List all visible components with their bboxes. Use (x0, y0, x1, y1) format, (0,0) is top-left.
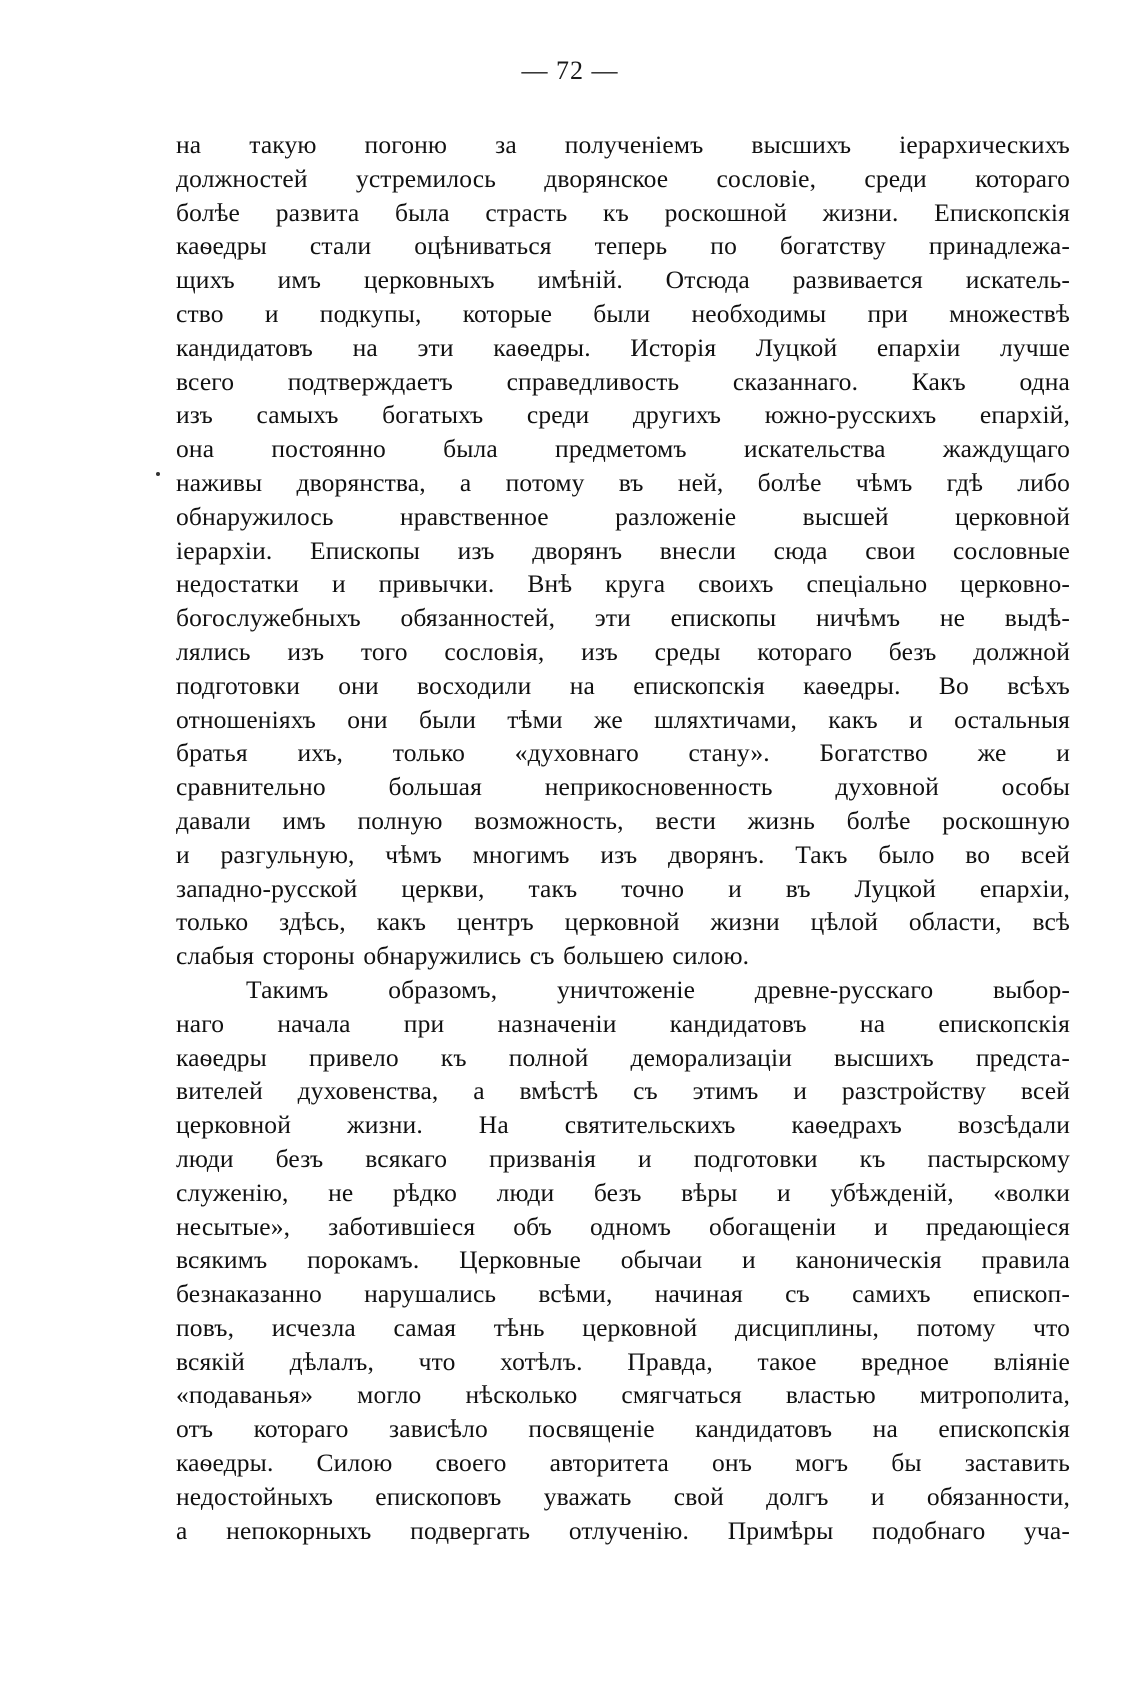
text-line: Такимъ образомъ, уничтоженіе древне-русскаго выбор- (246, 974, 1070, 1004)
text-line: безнаказанно нарушались всѣми, начиная съ самихъ епископ- (176, 1279, 1070, 1309)
text-line: недостатки и привычки. Внѣ круга своихъ спеціально церковно- (176, 569, 1070, 599)
text-line: и разгульную, чѣмъ многимъ изъ дворянъ. Такъ было во всей (176, 839, 1070, 869)
text-line: каѳедры стали оцѣниваться теперь по богатству принадлежа- (176, 231, 1070, 261)
margin-mark (156, 472, 160, 476)
text-line: обнаружилось нравственное разложеніе высшей церковной (176, 501, 1070, 531)
text-line: ство и подкупы, которые были необходимы при множествѣ (176, 298, 1070, 328)
text-line: несытые», заботившіеся объ одномъ обогащеніи и предающіеся (176, 1211, 1070, 1241)
text-line: западно-русской церкви, такъ точно и въ Луцкой епархіи, (176, 873, 1070, 903)
text-line: всякій дѣлалъ, что хотѣлъ. Правда, такое вредное вліяніе (176, 1346, 1070, 1376)
text-line: «подаванья» могло нѣсколько смягчаться властью митрополита, (176, 1380, 1070, 1410)
text-line: отношеніяхъ они были тѣми же шляхтичами, какъ и остальныя (176, 704, 1070, 734)
text-line: богослужебныхъ обязанностей, эти епископы ничѣмъ не выдѣ- (176, 603, 1070, 633)
text-line: на такую погоню за полученіемъ высшихъ іерархическихъ (176, 130, 1070, 159)
text-line: щихъ имъ церковныхъ имѣній. Отсюда развивается искатель- (176, 265, 1070, 295)
text-line: давали имъ полную возможность, вести жизнь болѣе роскошную (176, 805, 1070, 835)
text-line: всего подтверждаетъ справедливость сказаннаго. Какъ одна (176, 366, 1070, 396)
page-number: — 72 — (521, 56, 619, 85)
text-line: только здѣсь, какъ центръ церковной жизни цѣлой области, всѣ (176, 907, 1070, 937)
paragraph-1 (176, 128, 1070, 973)
text-line: лялись изъ того сословія, изъ среды котораго безъ должной (176, 636, 1070, 666)
text-line: церковной жизни. На святительскихъ каѳедрахъ возсѣдали (176, 1110, 1070, 1140)
text-line: служенію, не рѣдко люди безъ вѣры и убѣжденій, «волки (176, 1177, 1070, 1207)
text-line: іерархіи. Епископы изъ дворянъ внесли сюда свои сословные (176, 535, 1070, 565)
text-line: кандидатовъ на эти каѳедры. Исторія Луцкой епархіи лучше (176, 332, 1070, 362)
text-line: должностей устремилось дворянское сословіе, среди котораго (176, 163, 1070, 193)
paragraph-2 (176, 973, 1070, 1548)
text-line: подготовки они восходили на епископскія каѳедры. Во всѣхъ (176, 670, 1070, 700)
text-line: каѳедры привело къ полной деморализаціи высшихъ предста- (176, 1042, 1070, 1072)
text-line: люди безъ всякаго призванія и подготовки къ пастырскому (176, 1143, 1070, 1173)
text-line: а непокорныхъ подвергать отлученію. Примѣры подобнаго уча- (176, 1515, 1070, 1545)
text-line: сравнительно большая неприкосновенность духовной особы (176, 772, 1070, 802)
text-line: она постоянно была предметомъ искательства жаждущаго (176, 434, 1070, 464)
text-line: болѣе развита была страсть къ роскошной жизни. Епископскія (176, 197, 1070, 227)
text-line: каѳедры. Силою своего авторитета онъ могъ бы заставить (176, 1448, 1070, 1478)
text-line: всякимъ порокамъ. Церковные обычаи и каноническія правила (176, 1245, 1070, 1275)
text-line: слабыя стороны обнаружились съ большею силою. (176, 941, 750, 971)
text-line: отъ котораго зависѣло посвященіе кандидатовъ на епископскія (176, 1414, 1070, 1444)
text-line: братья ихъ, только «духовнаго стану». Богатство же и (176, 738, 1070, 768)
body-text (176, 128, 1070, 1547)
text-line: недостойныхъ епископовъ уважать свой долгъ и обязанности, (176, 1481, 1070, 1511)
text-line: наживы дворянства, а потому въ ней, болѣе чѣмъ гдѣ либо (176, 467, 1070, 497)
text-line: повъ, исчезла самая тѣнь церковной дисциплины, потому что (176, 1312, 1070, 1342)
text-line: изъ самыхъ богатыхъ среди другихъ южно-русскихъ епархій, (176, 400, 1070, 430)
text-line: вителей духовенства, а вмѣстѣ съ этимъ и разстройству всей (176, 1076, 1070, 1106)
text-line: наго начала при назначеніи кандидатовъ на епископскія (176, 1008, 1070, 1038)
